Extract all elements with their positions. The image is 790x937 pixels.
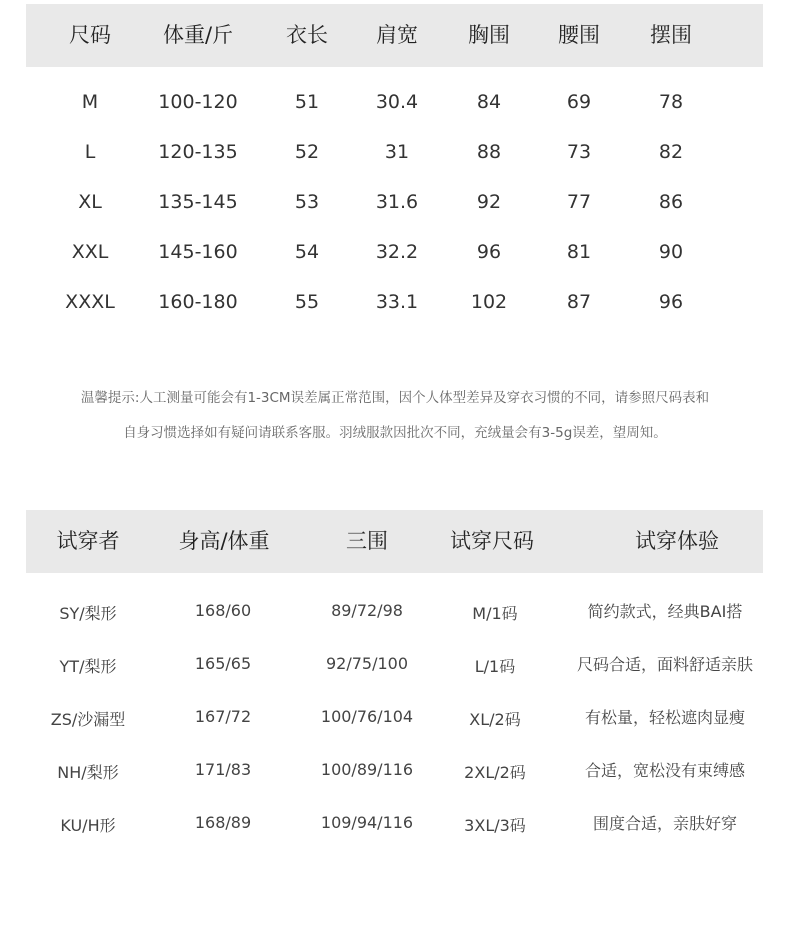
tryon-header-experience: 试穿体验 <box>635 529 719 553</box>
waist-cell: 73 <box>566 141 592 163</box>
experience-cell: 有松量，轻松遮肉显瘦 <box>584 708 746 727</box>
size-cell: M <box>81 91 99 113</box>
size-header-size: 尺码 <box>69 23 111 47</box>
chest-cell: 102 <box>470 291 508 313</box>
hem-cell: 82 <box>658 141 684 163</box>
hem-cell: 86 <box>658 191 684 213</box>
size-table-header <box>26 4 763 67</box>
waist-cell: 81 <box>566 241 592 263</box>
experience-cell: 尺码合适，面料舒适亲肤 <box>576 655 754 674</box>
waist-cell: 77 <box>566 191 592 213</box>
chest-cell: 96 <box>476 241 502 263</box>
hem-cell: 78 <box>658 91 684 113</box>
measurements-cell: 89/72/98 <box>331 601 403 620</box>
height-weight-cell: 168/89 <box>194 813 252 832</box>
size-cell: L <box>84 141 96 163</box>
tester-cell: YT/梨形 <box>59 657 117 676</box>
experience-cell: 简约款式，经典BAI搭 <box>587 602 743 621</box>
size-header-hem: 摆围 <box>650 23 692 47</box>
waist-cell: 87 <box>566 291 592 313</box>
tip-line-1: 温馨提示:人工测量可能会有1-3CM误差属正常范围，因个人体型差异及穿衣习惯的不同，请参照尺码表和 <box>80 390 710 406</box>
size-cell: XXL <box>71 241 109 263</box>
size-cell: XL/2码 <box>469 710 521 729</box>
measurements-cell: 92/75/100 <box>325 654 409 673</box>
height-weight-cell: 167/72 <box>194 707 252 726</box>
measurements-cell: 109/94/116 <box>320 813 414 832</box>
size-cell: XL <box>78 191 102 213</box>
experience-cell: 合适，宽松没有束缚感 <box>584 761 746 780</box>
size-header-weight: 体重/斤 <box>162 23 234 47</box>
measurements-cell: 100/89/116 <box>320 760 414 779</box>
shoulder-cell: 31.6 <box>375 191 419 213</box>
length-cell: 52 <box>294 141 320 163</box>
hem-cell: 90 <box>658 241 684 263</box>
weight-cell: 160-180 <box>158 291 238 313</box>
tip-line-2: 自身习惯选择如有疑问请联系客服。羽绒服款因批次不同，充绒量会有3-5g误差，望周知。 <box>123 425 667 441</box>
weight-cell: 100-120 <box>158 91 238 113</box>
shoulder-cell: 31 <box>384 141 410 163</box>
height-weight-cell: 171/83 <box>194 760 252 779</box>
chest-cell: 92 <box>476 191 502 213</box>
measurements-cell: 100/76/104 <box>320 707 414 726</box>
experience-cell: 围度合适，亲肤好穿 <box>592 814 738 833</box>
tester-cell: NH/梨形 <box>57 763 119 782</box>
size-cell: 3XL/3码 <box>464 816 526 835</box>
size-cell: XXXL <box>65 291 115 313</box>
shoulder-cell: 30.4 <box>375 91 419 113</box>
height-weight-cell: 165/65 <box>194 654 252 673</box>
size-header-waist: 腰围 <box>558 23 600 47</box>
tester-cell: ZS/沙漏型 <box>50 710 126 729</box>
chest-cell: 84 <box>476 91 502 113</box>
size-header-shoulder: 肩宽 <box>376 23 418 47</box>
size-cell: 2XL/2码 <box>464 763 526 782</box>
size-header-chest: 胸围 <box>468 23 510 47</box>
tester-cell: KU/H形 <box>60 816 116 835</box>
waist-cell: 69 <box>566 91 592 113</box>
weight-cell: 120-135 <box>158 141 238 163</box>
hem-cell: 96 <box>658 291 684 313</box>
shoulder-cell: 32.2 <box>375 241 419 263</box>
weight-cell: 135-145 <box>158 191 238 213</box>
weight-cell: 145-160 <box>158 241 238 263</box>
length-cell: 55 <box>294 291 320 313</box>
tryon-header-measurements: 三围 <box>346 529 388 553</box>
tryon-table-header <box>26 510 763 573</box>
size-cell: L/1码 <box>474 657 516 676</box>
length-cell: 51 <box>294 91 320 113</box>
shoulder-cell: 33.1 <box>375 291 419 313</box>
size-header-length: 衣长 <box>286 23 328 47</box>
tester-cell: SY/梨形 <box>59 604 117 623</box>
chest-cell: 88 <box>476 141 502 163</box>
size-cell: M/1码 <box>472 604 518 623</box>
height-weight-cell: 168/60 <box>194 601 252 620</box>
tryon-header-size: 试穿尺码 <box>450 529 534 553</box>
tryon-header-tester: 试穿者 <box>56 529 120 553</box>
length-cell: 53 <box>294 191 320 213</box>
tryon-header-height-weight: 身高/体重 <box>178 529 270 553</box>
length-cell: 54 <box>294 241 320 263</box>
